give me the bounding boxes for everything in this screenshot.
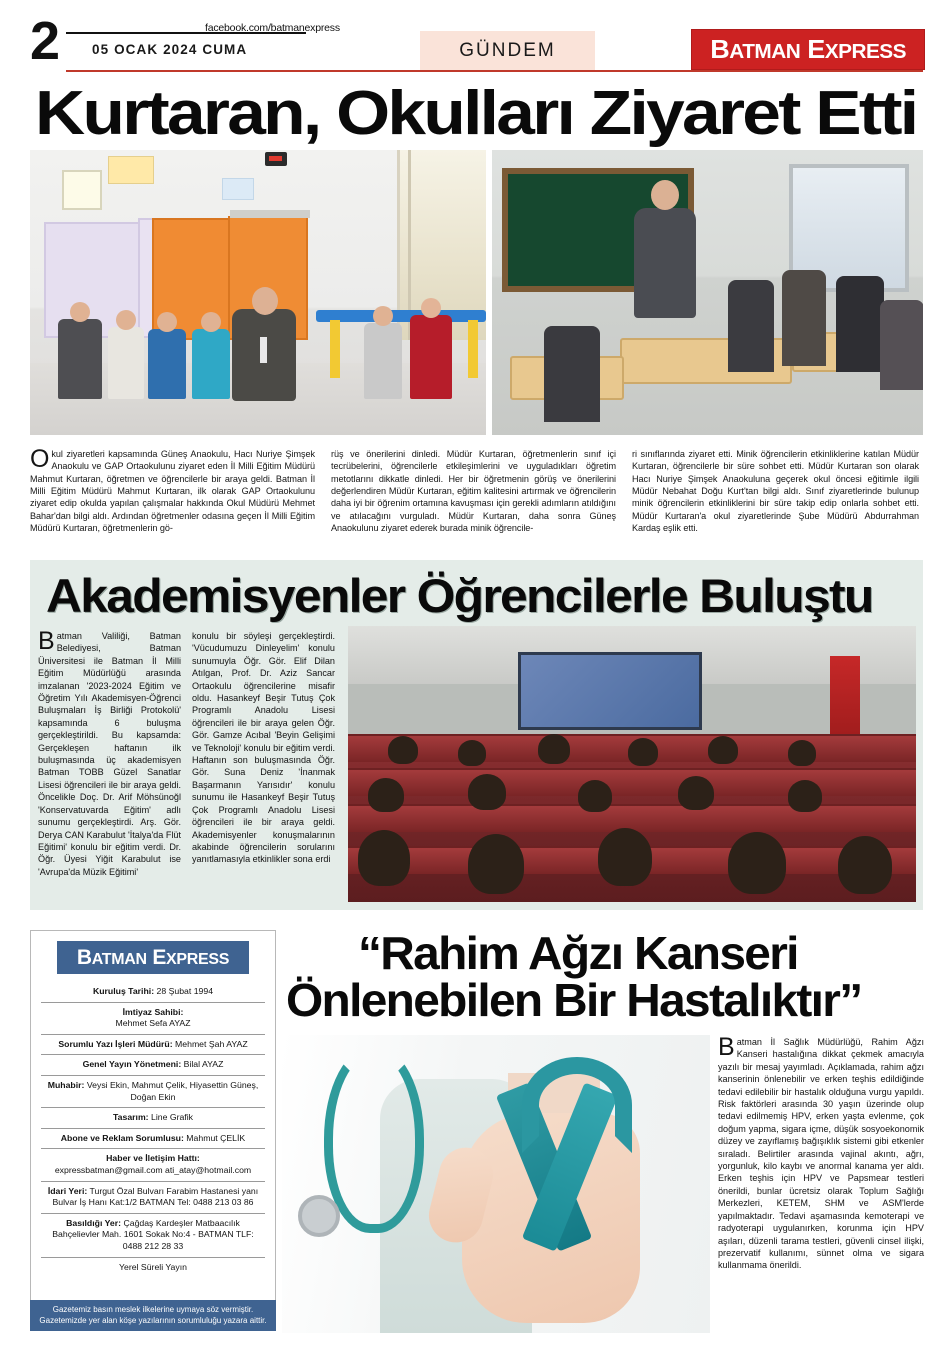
article1-column-2: rüş ve önerilerini dinledi. Müdür Kurtaran, öğretmenlerin sınıf içi tecrübelerini, öğrencilerle etkileşimlerini ve uyguladıkları öğretim metotlarını dikkatle dinledi. Her bir öğretmenin görüş ve önerilerini değerlendiren Müdür Kurtaran, eğitim kalitesini artırmak ve öğrencilerin daha iyi bir öğrenim ortamına kavuşması için gerekli adımların atıldığını ve atılacağını vurguladı. Müdür Kurtaran, daha sonra Güneş Anaokulunu ziyaret ederek burada minik öğrencile- xyxy=(331,449,616,534)
section-badge xyxy=(420,31,595,70)
article1-column-1: Okul ziyaretleri kapsamında Güneş Anaokulu, Hacı Nuriye Şimşek Anaokulu ve GAP Ortaokulunu ziyaret eden İl Milli Eğitim Müdürü Mahmut Kurtaran, öğretmen ve öğrencilerle bir araya geldi. Batman İl Milli Eğitim Müdürü Mahmut Kurtaran, ilk olarak GAP Ortaokulunu ziyaret edip okulda yapılan çalışmalar hakkında Okul Müdürü Mehmet Bahar'dan bilgi aldı. Ardından öğretmenler odasına geçen İl Milli Eğitim Müdürü Kurtaran, öğretmenlerin gö- xyxy=(30,445,315,534)
article2-headline: Akademisyenler Öğrencilerle Buluştu xyxy=(46,569,873,622)
article2-column-1: Batman Valiliği, Batman Belediyesi, Batman Üniversitesi ile Batman İl Milli Eğitim Müdürlüğü arasında imzalanan '2023-2024 Eğitim ve Öğretim Yılı Akademisyen-Öğrenci Buluşmaları İş Birliği Protokolü' kapsamında 6 buluşma gerçekleştirildi. Bu kapsamda: Gerçekleşen haftanın ilk buluşmasında üç akademisyen Batman TOBB Güzel Sanatlar Lisesi öğrencileri ile bir araya geldi. Öncelikle Doç. Dr. Arif Möhsünoğl 'Konservatuvarda Eğitim' adlı sunumu gerçekleştirdi. Arş. Gör. Derya CAN Karabulut 'İtalya'da Flüt Eğitimi' konulu bir eğitim verdi. Dr. Öğr. Üyesi Yiğit Karabulut ise 'Avrupa'da Müzik Eğitimi' xyxy=(38,627,181,877)
article2-block xyxy=(30,560,923,910)
imprint-row xyxy=(41,982,265,1002)
imprint-logo-text: BATMAN EXPRESS xyxy=(76,945,230,969)
imprint-row-label: Kuruluş Tarihi: xyxy=(92,986,155,996)
imprint-row-value: Veysi Ekin, Mahmut Çelik, Hiyasettin Güneş, Doğan Ekin xyxy=(84,1079,259,1102)
imprint-row xyxy=(41,1107,265,1128)
imprint-row-value: Çağdaş Kardeşler Matbaacılık Bahçelievler Mah. 1601 Sokak No:4 - BATMAN TLF: 0488 212 28 33 xyxy=(52,1217,254,1251)
dropcap: B xyxy=(718,1033,735,1061)
facebook-handle[interactable]: facebook.com/batmanexpress xyxy=(205,22,340,34)
imprint-row xyxy=(41,1034,265,1055)
imprint-row xyxy=(41,1002,265,1034)
imprint-row xyxy=(41,1257,265,1278)
imprint-row-label: Haber ve İletişim Hattı: xyxy=(106,1153,200,1164)
dropcap: O xyxy=(30,445,50,473)
article1-body xyxy=(30,445,923,548)
imprint-row xyxy=(41,1128,265,1149)
section-label: GÜNDEM xyxy=(459,39,556,61)
article1-photo-row xyxy=(30,150,923,435)
imprint-row-label: Genel Yayın Yönetmeni: xyxy=(82,1059,182,1070)
article2-column-2: konulu bir söyleşi gerçekleştirdi. 'Vücudumuzu Dinleyelim' konulu sunumuyla Öğr. Gör. Elif Dilan Atılgan, Prof. Dr. Aziz Sancar Ortaokulu öğrencilerine misafir oldu. Hasankeyf Beşir Tutuş Çok Programlı Anadolu Lisesi öğrencileri ile bir araya gelen Öğr. Gör. Gamze Acıbal 'Beyin Gelişimi ve Teknoloji' konulu bir eğitim verdi. Haftanın son buluşmasında Öğr. Gör. Suna Deniz 'İnanmak Başarmanın Yarısıdır' konulu sunumu ile Hasankeyf Beşir Tutuş Çok Programlı Anadolu Lisesi öğrencileri ile bir araya geldi. Akademisyenler konuşmalarının akabinde öğrencilerin sorularını yanıtlamasıyla etkinlikler sona erdi xyxy=(192,631,335,865)
masthead-logo[interactable] xyxy=(691,29,925,70)
imprint-row xyxy=(41,1075,265,1107)
classroom-students-photo xyxy=(492,150,923,435)
masthead xyxy=(30,11,925,76)
imprint-row-label: Basıldığı Yer: xyxy=(66,1217,122,1228)
publication-date: 05 OCAK 2024 CUMA xyxy=(92,42,248,57)
article3-headline-line1: “Rahim Ağzı Kanseri xyxy=(358,927,798,979)
imprint-box xyxy=(30,930,276,1310)
imprint-row-value: Mahmut ÇELİK xyxy=(183,1132,246,1143)
imprint-disclaimer xyxy=(30,1300,276,1331)
imprint-row xyxy=(41,1148,265,1180)
imprint-row-value: 28 Şubat 1994 xyxy=(154,986,214,996)
imprint-logo xyxy=(57,941,249,974)
disclaimer-line-2: Gazetemizde yer alan köşe yazılarının sorumluluğu yazara aittir. xyxy=(39,1316,267,1325)
imprint-row-label: Tasarım: xyxy=(113,1112,149,1123)
article1-column-3: ri sınıflarında ziyaret etti. Minik öğrencilerin etkinliklerine katılan Müdür Kurtaran, öğrencilerle bir süre sohbet etti. Müdür Kurtaran son olarak Hacı Nuriye Şimşek Anaokuluna geçerek okul öncesi eğitimle ilgili Müdür Nebahat Doğu Kurt'tan bilgi aldı. Sınıf ziyaretlerinde bulunup minik öğrencilerin etkinliklerini bir süre takip edip onlarla sohbet etti. Müdür Kurtaran'a okul ziyaretlerinde Şube Müdürü Abdurrahman Kardaş eşlik etti. xyxy=(632,449,919,534)
masthead-bottom-rule xyxy=(66,70,923,72)
imprint-row-label: Muhabir: xyxy=(47,1079,85,1090)
page-number: 2 xyxy=(30,11,60,71)
imprint-row xyxy=(41,1213,265,1257)
imprint-row-value: Bilal AYAZ xyxy=(181,1059,224,1070)
masthead-logo-text: BATMAN EXPRESS xyxy=(710,34,906,64)
imprint-row-value: expressbatman@gmail.com ati_atay@hotmail.com xyxy=(54,1164,252,1175)
kindergarten-visit-photo xyxy=(30,150,486,435)
imprint-row xyxy=(41,1054,265,1075)
imprint-row-value: Line Grafik xyxy=(148,1112,193,1123)
disclaimer-line-1: Gazetemiz basın meslek ilkelerine uymaya söz vermiştir. xyxy=(52,1305,254,1314)
article3-body: Batman İl Sağlık Müdürlüğü, Rahim Ağzı Kanseri hastalığına dikkat çekmek amacıyla yazılı bir mesaj yayımladı. Açıklamada, rahim ağzı kanserinin önlenebilir ve erken teşhis edildiğinde tedavi edilebilir bir hastalık olduğuna vurgu yapıldı. Risk faktörleri arasında 30 yaşın üzerinde olup tedavi edilmemiş HPV, erken yaşta evlenme, çok doğum yapma, sigara içme, düşük sosyoekonomik düzey ve zayıflamış bağışıklık sistemi gibi etkenler sıraladı. Belirtiler arasında vajinal akıntı, ağrı, yorgunluk, kilo kaybı ve anormal kanama yer aldı. Erken teşhis için HPV ve Papsmear testleri önerildi, bunlar ücretsiz olarak Toplum Sağlığı Merkezleri, KETEM, SHM ve ASM'lerde yapılmaktadır. Tedavi aşamasında kemoterapi ve radyoterapi uygulanırken, korunma için HPV aşıları, düzenli tarama testleri, güvenli cinsel ilişki, prezervatif kullanımı, sünnet olma ve sigara kullanmama önerildi. xyxy=(718,1033,924,1271)
imprint-row-value: Yerel Süreli Yayın xyxy=(119,1261,187,1272)
conference-hall-photo xyxy=(348,626,916,902)
teal-ribbon-doctor-photo xyxy=(282,1035,710,1333)
dropcap: B xyxy=(38,627,55,655)
article1-headline: Kurtaran, Okulları Ziyaret Etti xyxy=(35,79,917,148)
imprint-row-label: Sorumlu Yazı İşleri Müdürü: xyxy=(58,1038,173,1049)
imprint-rows xyxy=(41,982,265,1277)
imprint-row-label: İmtiyaz Sahibi: xyxy=(122,1006,184,1017)
imprint-row-value: Turgut Özal Bulvarı Farabim Hastanesi yanı Bulvar İş Hanı Kat:1/2 BATMAN Tel: 0488 213 03 86 xyxy=(52,1185,259,1208)
imprint-row-value: Mehmet Şah AYAZ xyxy=(172,1038,248,1049)
imprint-row-label: İdari Yeri: xyxy=(47,1185,88,1196)
imprint-row xyxy=(41,1181,265,1213)
imprint-row-label: Abone ve Reklam Sorumlusu: xyxy=(60,1132,184,1143)
article3-headline-line2: Önlenebilen Bir Hastalıktır” xyxy=(286,974,862,1026)
imprint-row-value: Mehmet Sefa AYAZ xyxy=(115,1018,191,1029)
